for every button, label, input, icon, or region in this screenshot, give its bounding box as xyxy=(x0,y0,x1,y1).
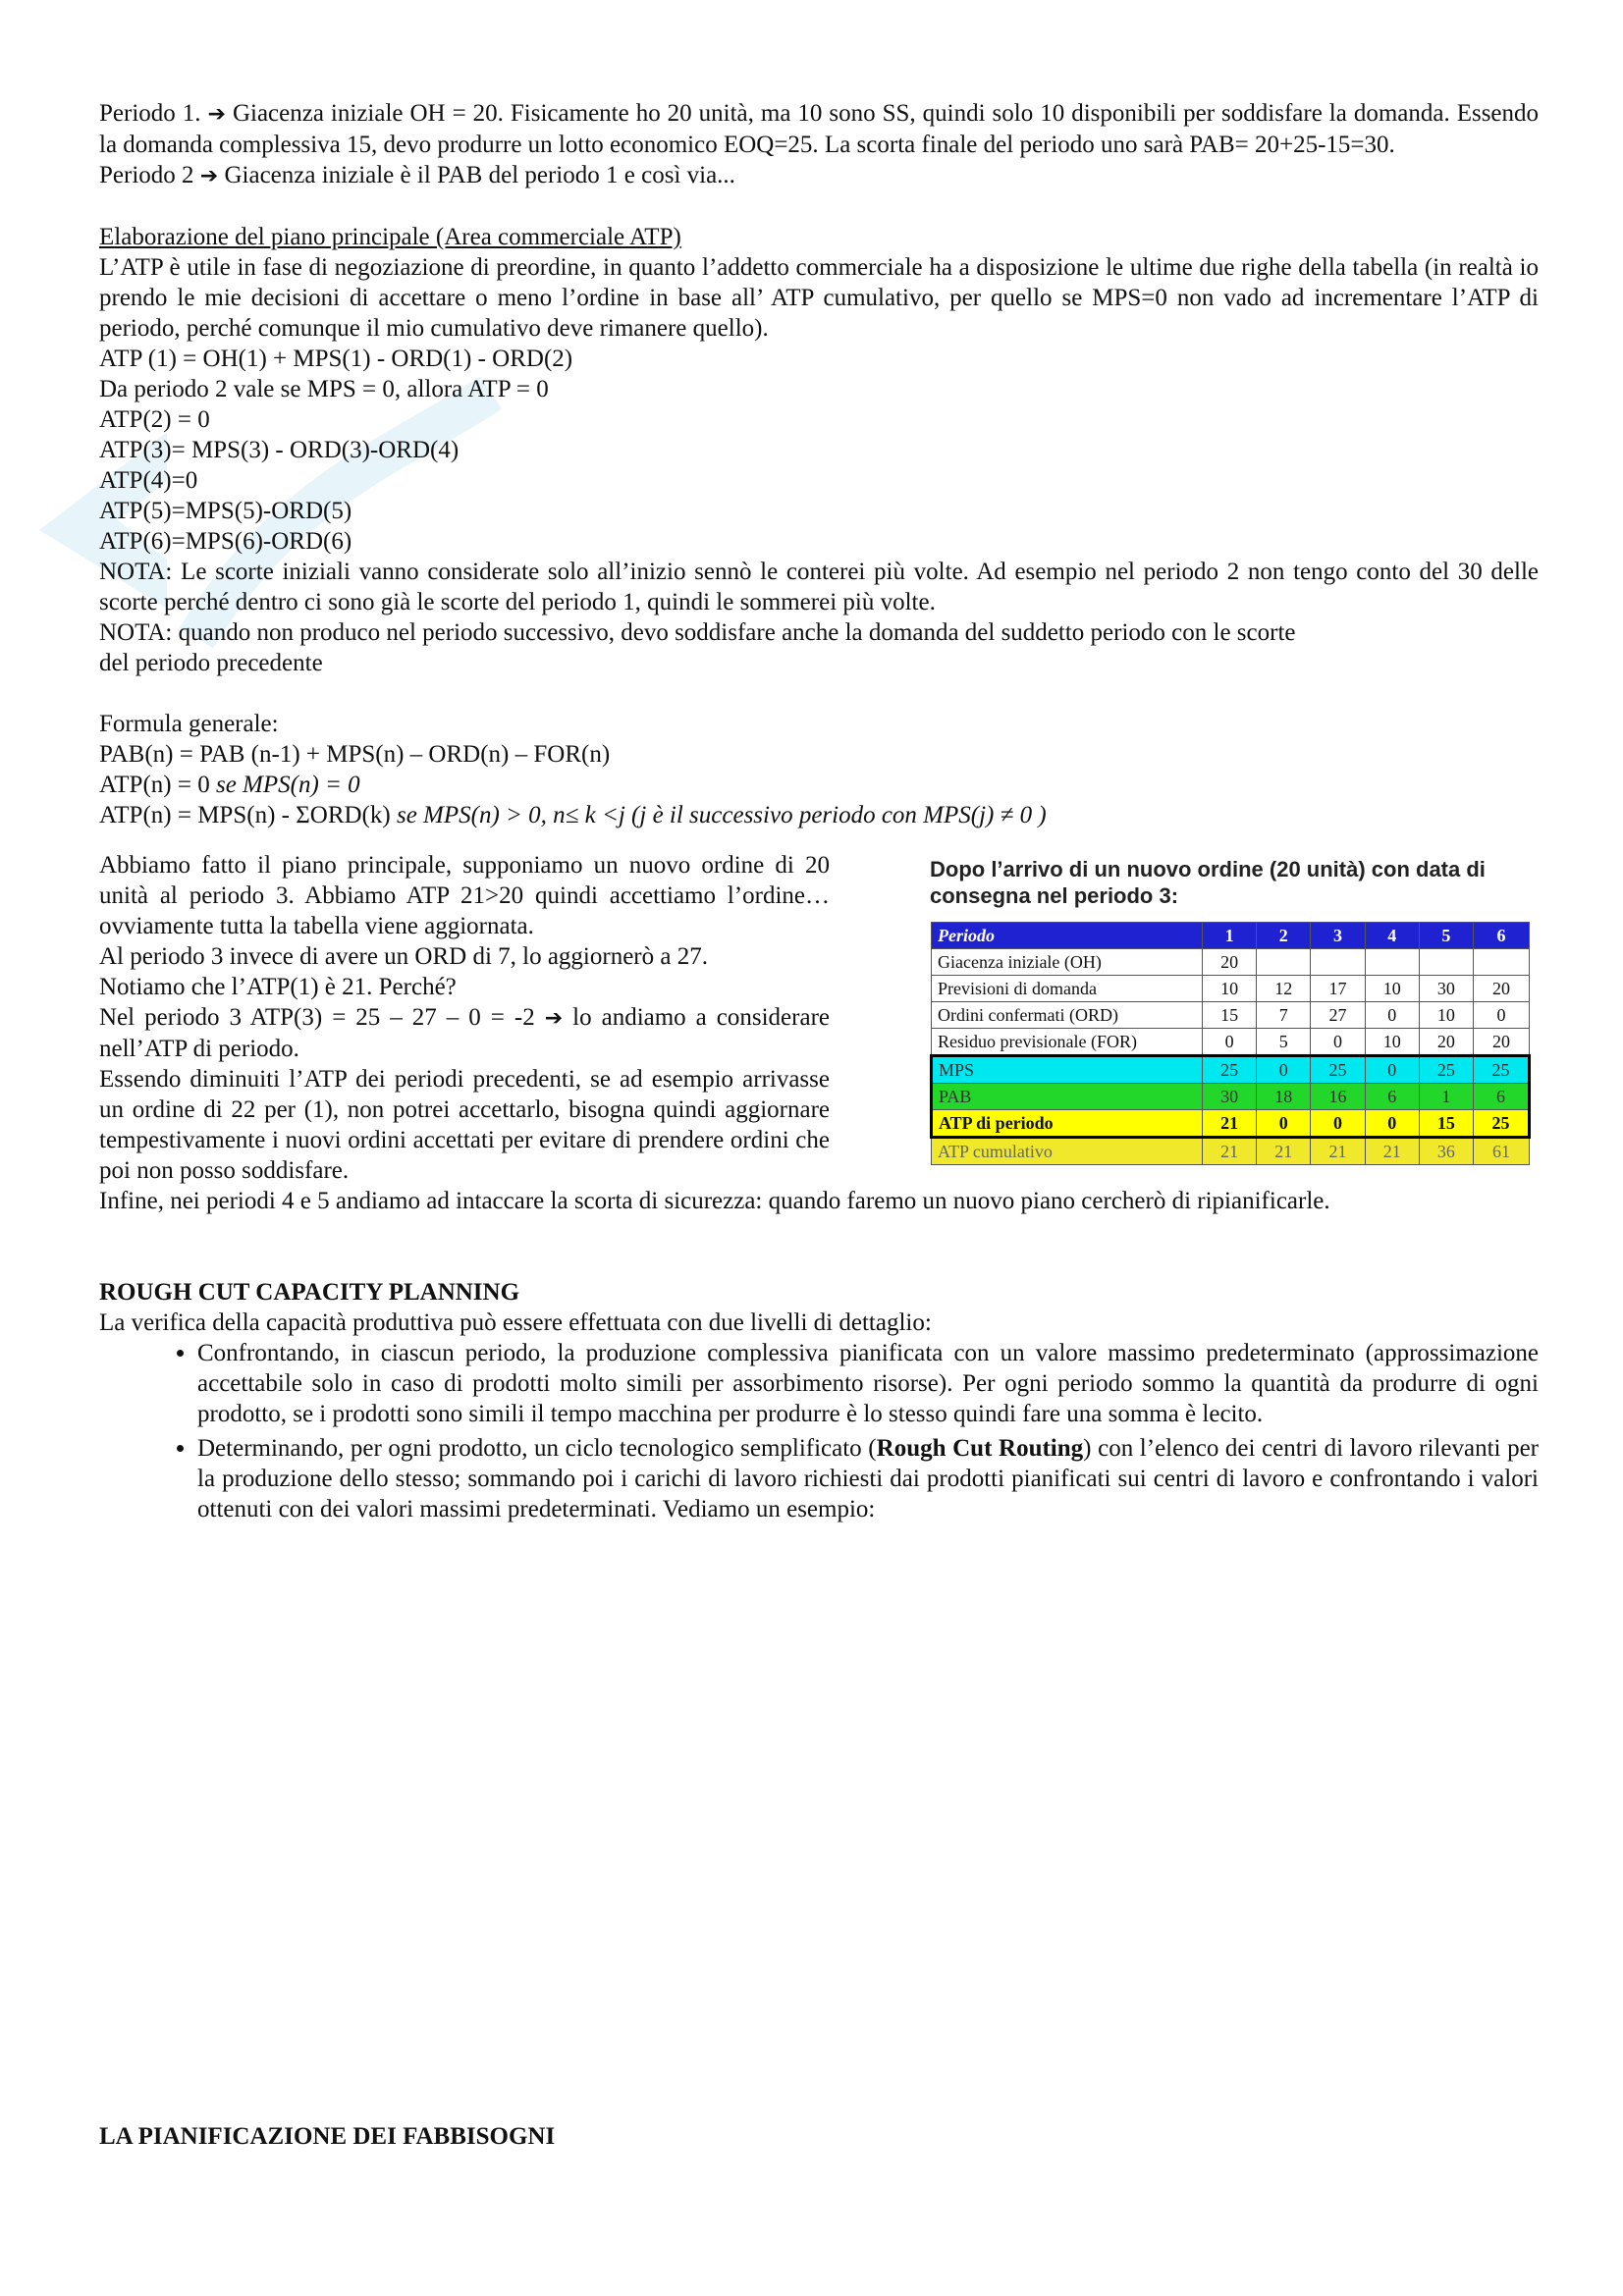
atp-formula-6: ATP(5)=MPS(5)-ORD(5) xyxy=(99,498,352,524)
formula-atp-zero: ATP(n) = 0 se MPS(n) = 0 xyxy=(99,772,360,798)
formula-atp-sum: ATP(n) = MPS(n) - ΣORD(k) se MPS(n) > 0, n≤ k <j (j è il successivo periodo con MPS(j) ≠ 0 ) xyxy=(99,802,1047,828)
formula-title: Formula generale: xyxy=(99,711,279,737)
atp-formula-2: Da periodo 2 vale se MPS = 0, allora ATP = 0 xyxy=(99,376,549,402)
mps-table xyxy=(930,922,1531,1165)
table-row-pab: PAB 30 18 16 6 1 6 xyxy=(932,1084,1530,1110)
table-row-ord: Ordini confermati (ORD) 15 7 27 0 10 0 xyxy=(932,1002,1530,1029)
example-paragraph-4: Nel periodo 3 ATP(3) = 25 – 27 – 0 = -2 ➔ lo andiamo a considerare nell’ATP di periodo. xyxy=(99,1004,830,1062)
atp-formula-4: ATP(3)= MPS(3) - ORD(3)-ORD(4) xyxy=(99,437,460,463)
rccp-bullet-list xyxy=(99,1338,1539,1524)
right-arrow-icon: ➔ xyxy=(199,164,219,188)
nota-1: NOTA: Le scorte iniziali vanno considerate solo all’inizio sennò le conterei più volte. Ad esempio nel periodo 2 non tengo conto del 30 delle scorte perché dentro ci sono già le scorte del periodo 1, quindi le sommerei più volte. xyxy=(99,559,1539,615)
right-arrow-icon: ➔ xyxy=(544,1006,564,1031)
table-row-mps: MPS 25 0 25 0 25 25 xyxy=(932,1056,1530,1084)
table-row-oh: Giacenza iniziale (OH) 20 xyxy=(932,949,1530,976)
example-paragraph-1: Abbiamo fatto il piano principale, supponiamo un nuovo ordine di 20 unità al periodo 3. Abbiamo ATP 21>20 quindi accettiamo l’ordine… ovviamente tutta la tabella viene aggiornata. xyxy=(99,852,830,939)
example-paragraph-6: Infine, nei periodi 4 e 5 andiamo ad intaccare la scorta di sicurezza: quando faremo un nuovo piano cercherò di ripianificarle. xyxy=(99,1188,1330,1214)
atp-formula-3: ATP(2) = 0 xyxy=(99,406,210,433)
rccp-intro: La verifica della capacità produttiva può essere effettuata con due livelli di dettaglio: xyxy=(99,1309,932,1336)
mps-table-block xyxy=(930,856,1539,1165)
example-paragraph-3: Notiamo che l’ATP(1) è 21. Perché? xyxy=(99,974,457,1000)
atp-intro: L’ATP è utile in fase di negoziazione di preordine, in quanto l’addetto commerciale ha a disposizione le ultime due righe della tabella (in realtà io prendo le mie decisioni di accettare o meno l’ordine in base all’ ATP cumulativo, per quello se MPS=0 non vado ad incrementare l’ATP di periodo, perché comunque il mio cumulativo deve rimanere quello). xyxy=(99,254,1539,342)
table-row-previsioni: Previsioni di domanda 10 12 17 10 30 20 xyxy=(932,976,1530,1002)
table-header-row: Periodo 1 2 3 4 5 6 xyxy=(932,923,1530,949)
periodo-1-paragraph: Periodo 1. ➔ Giacenza iniziale OH = 20. Fisicamente ho 20 unità, ma 10 sono SS, quindi solo 10 disponibili per soddisfare la domanda. Essendo la domanda complessiva 15, devo produrre un lotto economico EOQ=25. La scorta finale del periodo uno sarà PAB= 20+25-15=30. xyxy=(99,100,1540,158)
example-text xyxy=(99,850,830,1186)
example-paragraph-5: Essendo diminuiti l’ATP dei periodi precedenti, se ad esempio arrivasse un ordine di 22 per (1), non potrei accettarlo, bisogna quindi aggiornare tempestivamente i nuovi ordini accettati per evitare di prendere ordini che poi non posso soddisfare. xyxy=(99,1066,830,1184)
formula-pab: PAB(n) = PAB (n-1) + MPS(n) – ORD(n) – FOR(n) xyxy=(99,741,611,768)
table-row-atp: ATP di periodo 21 0 0 0 15 25 xyxy=(932,1110,1530,1138)
document-page xyxy=(99,98,1539,1528)
right-arrow-icon: ➔ xyxy=(207,102,226,127)
periodo-2-line: Periodo 2 ➔ Giacenza iniziale è il PAB del periodo 1 e così via... xyxy=(99,162,735,188)
example-section xyxy=(99,850,1539,1186)
fabbisogni-heading: LA PIANIFICAZIONE DEI FABBISOGNI xyxy=(99,2123,556,2150)
example-paragraph-2: Al periodo 3 invece di avere un ORD di 7, lo aggiornerò a 27. xyxy=(99,943,708,970)
table-caption: Dopo l’arrivo di un nuovo ordine (20 unità) con data di consegna nel periodo 3: xyxy=(930,857,1486,908)
rccp-bullet-2: • Determinando, per ogni prodotto, un ciclo tecnologico semplificato (Rough Cut Routing) con l’elenco dei centri di lavoro rilevanti per la produzione dello stesso; sommando poi i carichi di lavoro richiesti dai prodotti pianificati sui centri di lavoro e confrontando i valori ottenuti con dei valori massimi predeterminati. Vediamo un esempio: xyxy=(197,1433,1539,1524)
rccp-heading: ROUGH CUT CAPACITY PLANNING xyxy=(99,1279,520,1306)
table-row-atp-cumulativo: ATP cumulativo 21 21 21 21 36 61 xyxy=(932,1138,1530,1165)
atp-formula-7: ATP(6)=MPS(6)-ORD(6) xyxy=(99,528,352,555)
nota-2-line-1: NOTA: quando non produco nel periodo successivo, devo soddisfare anche la domanda del suddetto periodo con le scorte xyxy=(99,619,1296,646)
atp-formula-1: ATP (1) = OH(1) + MPS(1) - ORD(1) - ORD(2) xyxy=(99,346,573,372)
atp-formula-5: ATP(4)=0 xyxy=(99,467,198,494)
table-row-for: Residuo previsionale (FOR) 0 5 0 10 20 20 xyxy=(932,1029,1530,1056)
nota-2-line-2: del periodo precedente xyxy=(99,650,323,676)
atp-heading: Elaborazione del piano principale (Area commerciale ATP) xyxy=(99,224,681,250)
rccp-bullet-1: • Confrontando, in ciascun periodo, la produzione complessiva pianificata con un valore massimo predeterminato (approssimazione accettabile solo in caso di prodotti molto simili per assorbimento risorse). Per ogni periodo sommo la quantità da produrre di ogni prodotto, se i prodotti sono simili il tempo macchina per produrre è lo stesso quindi fare una somma è lecito. xyxy=(197,1338,1539,1429)
